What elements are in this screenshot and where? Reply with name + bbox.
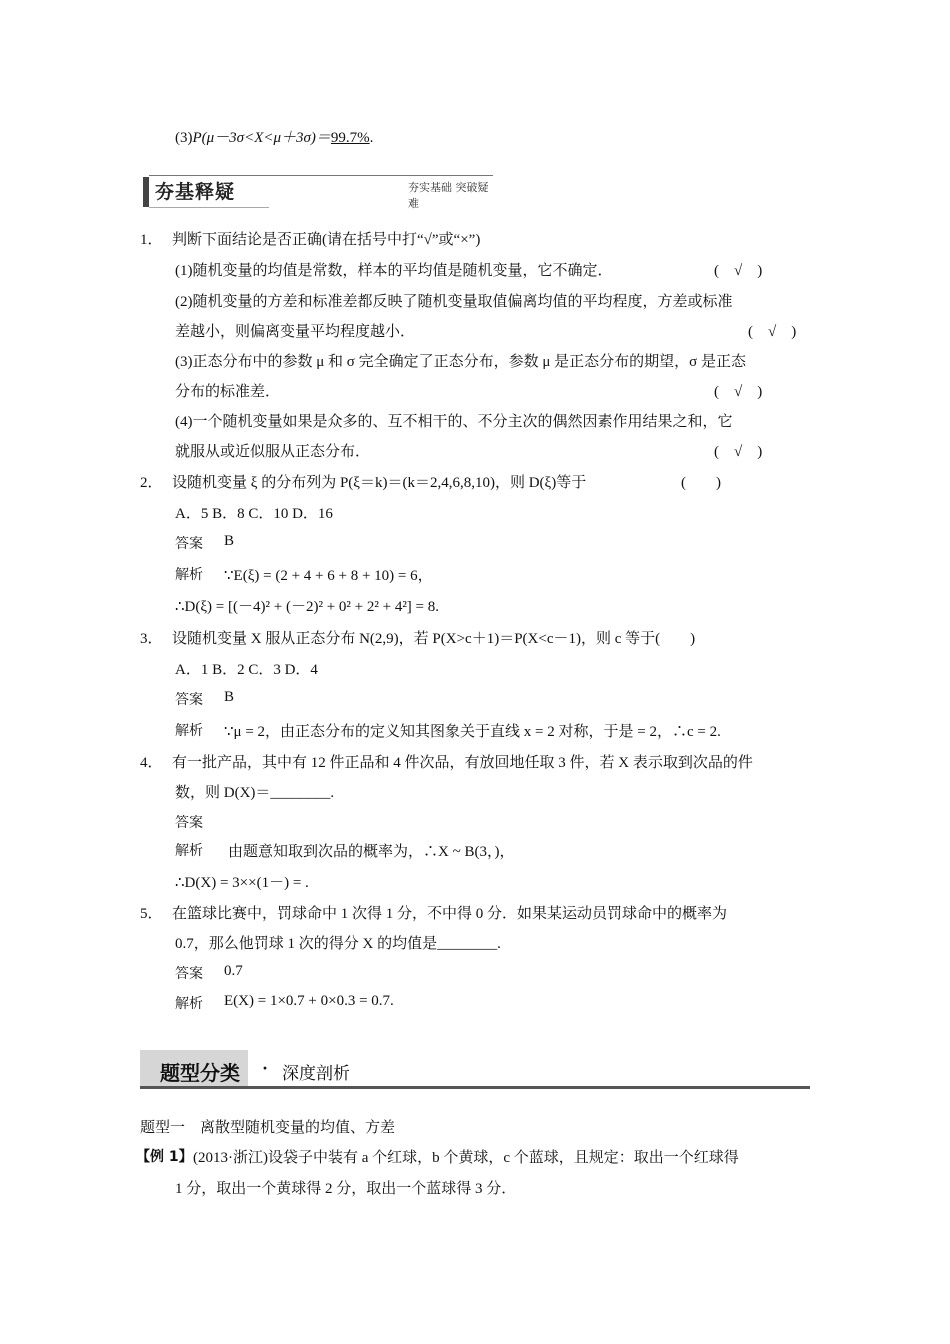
q2-options: A．5 B．8 C．10 D．16 [175,506,333,522]
q1-number: 1． [140,232,163,248]
section-title: 夯基释疑 [155,181,236,203]
q2-stem: 设随机变量 ξ 的分布列为 P(ξ＝k)＝(k＝2,4,6,8,10)，则 D(ξ)等于 [172,475,587,491]
q3-options: A．1 B．2 C．3 D．4 [175,662,318,678]
q1-item-3-line-1: (3)正态分布中的参数 μ 和 σ 完全确定了正态分布，参数 μ 是正态分布的期望，σ 是正态 [175,354,746,370]
q5-analysis-label: 解析 [175,996,203,1012]
normal-formula: P(μ－3σ<X<μ＋3σ)＝ [192,130,331,146]
probability-value: 99.7% [330,130,370,146]
q2-answer-label: 答案 [175,536,203,552]
example-label: 【例 1】 [136,1149,193,1165]
type-title: 题型一 离散型随机变量的均值、方差 [140,1120,396,1136]
section-header-basics [143,175,493,209]
q3-analysis-line-1: ∵μ = 2，由正态分布的定义知其图象关于直线 x = 2 对称，于是 = 2，∴c = 2. [224,724,721,740]
q5-stem-line-1: 在篮球比赛中，罚球命中 1 次得 1 分，不中得 0 分．如果某运动员罚球命中的概率为 [172,906,728,922]
q2-analysis-line-1: ∵E(ξ) = (2 + 4 + 6 + 8 + 10) = 6， [224,568,433,584]
q2-analysis-label: 解析 [175,567,203,583]
q4-analysis-line-1: 由题意知取到次品的概率为，∴X ~ B(3，)， [228,844,515,860]
q4-stem-line-2: 数，则 D(X)＝________. [175,785,335,801]
formula-line-3 [175,126,373,147]
q4-answer-label: 答案 [175,815,203,831]
q2-answer: B [224,533,235,549]
section-subtitle: 夯实基础 突破疑难 [408,181,489,210]
q4-analysis-label: 解析 [175,843,203,859]
q5-analysis-line-1: E(X) = 1×0.7 + 0×0.3 = 0.7. [224,993,394,1009]
q2-analysis-line-2: ∴D(ξ) = [(－4)² + (－2)² + 0² + 2² + 4²] = 8. [175,599,440,615]
item-prefix: (3) [175,130,193,146]
q2-number: 2． [140,475,163,491]
example-line-1: (2013·浙江)设袋子中装有 a 个红球，b 个黄球，c 个蓝球，且规定：取出一个红球得 [193,1150,739,1166]
q1-item-2-mark: ( √ ) [748,324,797,340]
q4-number: 4． [140,755,163,771]
q3-stem: 设随机变量 X 服从正态分布 N(2,9)，若 P(X>c＋1)＝P(X<c－1)，则 c 等于( ) [172,631,696,647]
q3-number: 3． [140,631,163,647]
q1-item-1: (1)随机变量的均值是常数，样本的平均值是随机变量，它不确定． [175,263,613,279]
q1-item-2-line-2: 差越小，则偏离变量平均程度越小． [175,324,416,340]
example-line-2: 1 分，取出一个黄球得 2 分，取出一个蓝球得 3 分． [175,1181,517,1197]
header-rule [149,175,493,176]
q4-stem-line-1: 有一批产品，其中有 12 件正品和 4 件次品，有放回地任取 3 件，若 X 表示取到次品的件 [172,755,753,771]
q4-analysis-line-2: ∴D(X) = 3××(1－) = . [175,875,309,891]
q1-item-4-mark: ( √ ) [714,444,763,460]
q1-item-1-mark: ( √ ) [714,263,763,279]
section-title: 题型分类 [160,1061,240,1085]
header-underline [149,207,269,208]
title-separator: · [262,1058,269,1078]
section-header-types [140,1050,810,1090]
q5-stem-line-2: 0.7，那么他罚球 1 次的得分 X 的均值是________. [175,936,501,952]
header-rule [140,1086,810,1089]
q1-stem: 判断下面结论是否正确(请在括号中打“√”或“×”) [172,232,481,248]
q3-analysis-label: 解析 [175,723,203,739]
header-bar [143,177,149,207]
q5-answer-label: 答案 [175,966,203,982]
section-subtitle: 深度剖析 [282,1064,350,1084]
q5-number: 5． [140,906,163,922]
q1-item-4-line-2: 就服从或近似服从正态分布． [175,444,371,460]
q1-item-2-line-1: (2)随机变量的方差和标准差都反映了随机变量取值偏离均值的平均程度，方差或标准 [175,294,733,310]
q1-item-3-line-2: 分布的标准差． [175,384,281,400]
q5-answer: 0.7 [224,963,243,979]
q3-answer-label: 答案 [175,692,203,708]
q2-answer-paren: ( ) [681,475,721,491]
q1-item-3-mark: ( √ ) [714,384,763,400]
q1-item-4-line-1: (4)一个随机变量如果是众多的、互不相干的、不分主次的偶然因素作用结果之和，它 [175,414,733,430]
period: . [369,130,374,146]
q3-answer: B [224,689,235,705]
